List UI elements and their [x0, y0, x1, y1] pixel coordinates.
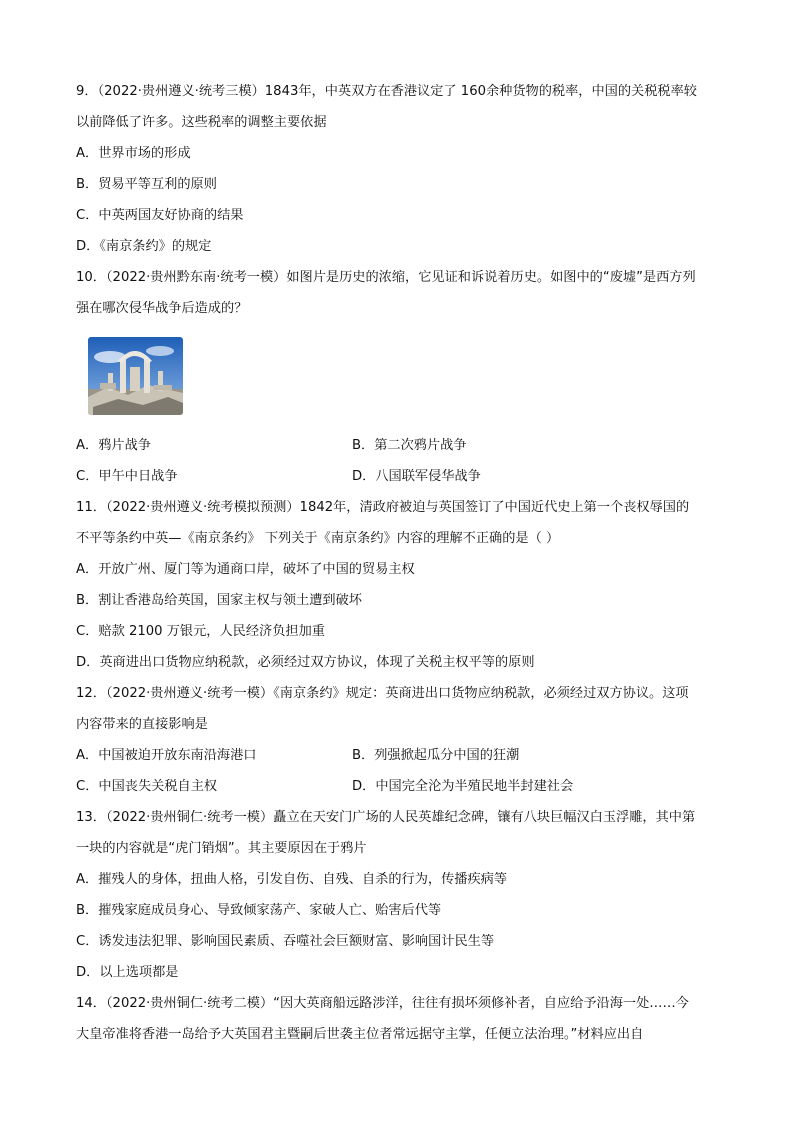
q14-stem-line1: 14．（2022·贵州铜仁·统考二模）“因大英商船远路涉洋，往往有损坏须修补者，自应给予沿海一处……今 [76, 996, 689, 1011]
q9-stem-line2: 以前降低了许多。这些税率的调整主要依据 [76, 115, 327, 130]
q13-option-c[interactable]: C．诱发违法犯罪、影响国民素质、吞噬社会巨额财富、影响国计民生等 [76, 934, 495, 949]
q10-option-d[interactable]: D．八国联军侵华战争 [352, 469, 481, 484]
q13-option-a[interactable]: A．摧残人的身体，扭曲人格，引发自伤、自残、自杀的行为，传播疾病等 [76, 872, 508, 887]
q13-option-b[interactable]: B．摧残家庭成员身心、导致倾家荡产、家破人亡、贻害后代等 [76, 903, 442, 918]
q11-option-c[interactable]: C．赔款 2100 万银元，人民经济负担加重 [76, 624, 325, 639]
q11-option-b[interactable]: B．割让香港岛给英国，国家主权与领土遭到破坏 [76, 593, 362, 608]
q11-stem-line1: 11．（2022·贵州遵义·统考模拟预测）1842年，清政府被迫与英国签订了中国近代史上第一个丧权辱国的 [76, 500, 690, 515]
q9-stem-line1: 9．（2022·贵州遵义·统考三模）1843年，中英双方在香港议定了 160余种货物的税率，中国的关税税率较 [76, 84, 697, 99]
q9-option-d[interactable]: D．《南京条约》的规定 [76, 239, 212, 254]
q11-option-d[interactable]: D．英商进出口货物应纳税款，必须经过双方协议，体现了关税主权平等的原则 [76, 655, 535, 670]
q10-stem-line2: 强在哪次侵华战争后造成的？ [76, 301, 248, 316]
q12-option-c[interactable]: C．中国丧失关税自主权 [76, 779, 218, 794]
q12-option-d[interactable]: D．中国完全沦为半殖民地半封建社会 [352, 779, 574, 794]
q11-stem-line2: 不平等条约中英—《南京条约》 下列关于《南京条约》内容的理解不正确的是（ ） [76, 531, 560, 546]
q10-option-a[interactable]: A．鸦片战争 [76, 438, 151, 453]
q9-option-c[interactable]: C．中英两国友好协商的结果 [76, 208, 244, 223]
ruins-image [88, 337, 183, 415]
q13-option-d[interactable]: D．以上选项都是 [76, 965, 179, 980]
q10-stem-line1: 10．（2022·贵州黔东南·统考一模）如图片是历史的浓缩，它见证和诉说着历史。如图中的“废墟”是西方列 [76, 270, 696, 285]
q10-option-b[interactable]: B．第二次鸦片战争 [352, 438, 467, 453]
q13-stem-line2: 一块的内容就是“虎门销烟”。其主要原因在于鸦片 [76, 841, 367, 856]
q10-option-c[interactable]: C．甲午中日战争 [76, 469, 178, 484]
q11-option-a[interactable]: A．开放广州、厦门等为通商口岸，破坏了中国的贸易主权 [76, 562, 415, 577]
q12-option-a[interactable]: A．中国被迫开放东南沿海港口 [76, 748, 257, 763]
yuanmingyuan-ruins-photo [88, 337, 183, 415]
q9-option-b[interactable]: B．贸易平等互利的原则 [76, 177, 217, 192]
q12-stem-line1: 12．（2022·贵州遵义·统考一模）《南京条约》规定：英商进出口货物应纳税款，必须经过双方协议。这项 [76, 686, 689, 701]
q9-option-a[interactable]: A．世界市场的形成 [76, 146, 191, 161]
q12-option-b[interactable]: B．列强掀起瓜分中国的狂潮 [352, 748, 520, 763]
q12-stem-line2: 内容带来的直接影响是 [76, 717, 208, 732]
q13-stem-line1: 13．（2022·贵州铜仁·统考一模）矗立在天安门广场的人民英雄纪念碑，镶有八块巨幅汉白玉浮雕，其中第 [76, 810, 696, 825]
q14-stem-line2: 大皇帝准将香港一岛给予大英国君主暨嗣后世袭主位者常远据守主掌，任便立法治理。”材料应出自 [76, 1027, 644, 1042]
